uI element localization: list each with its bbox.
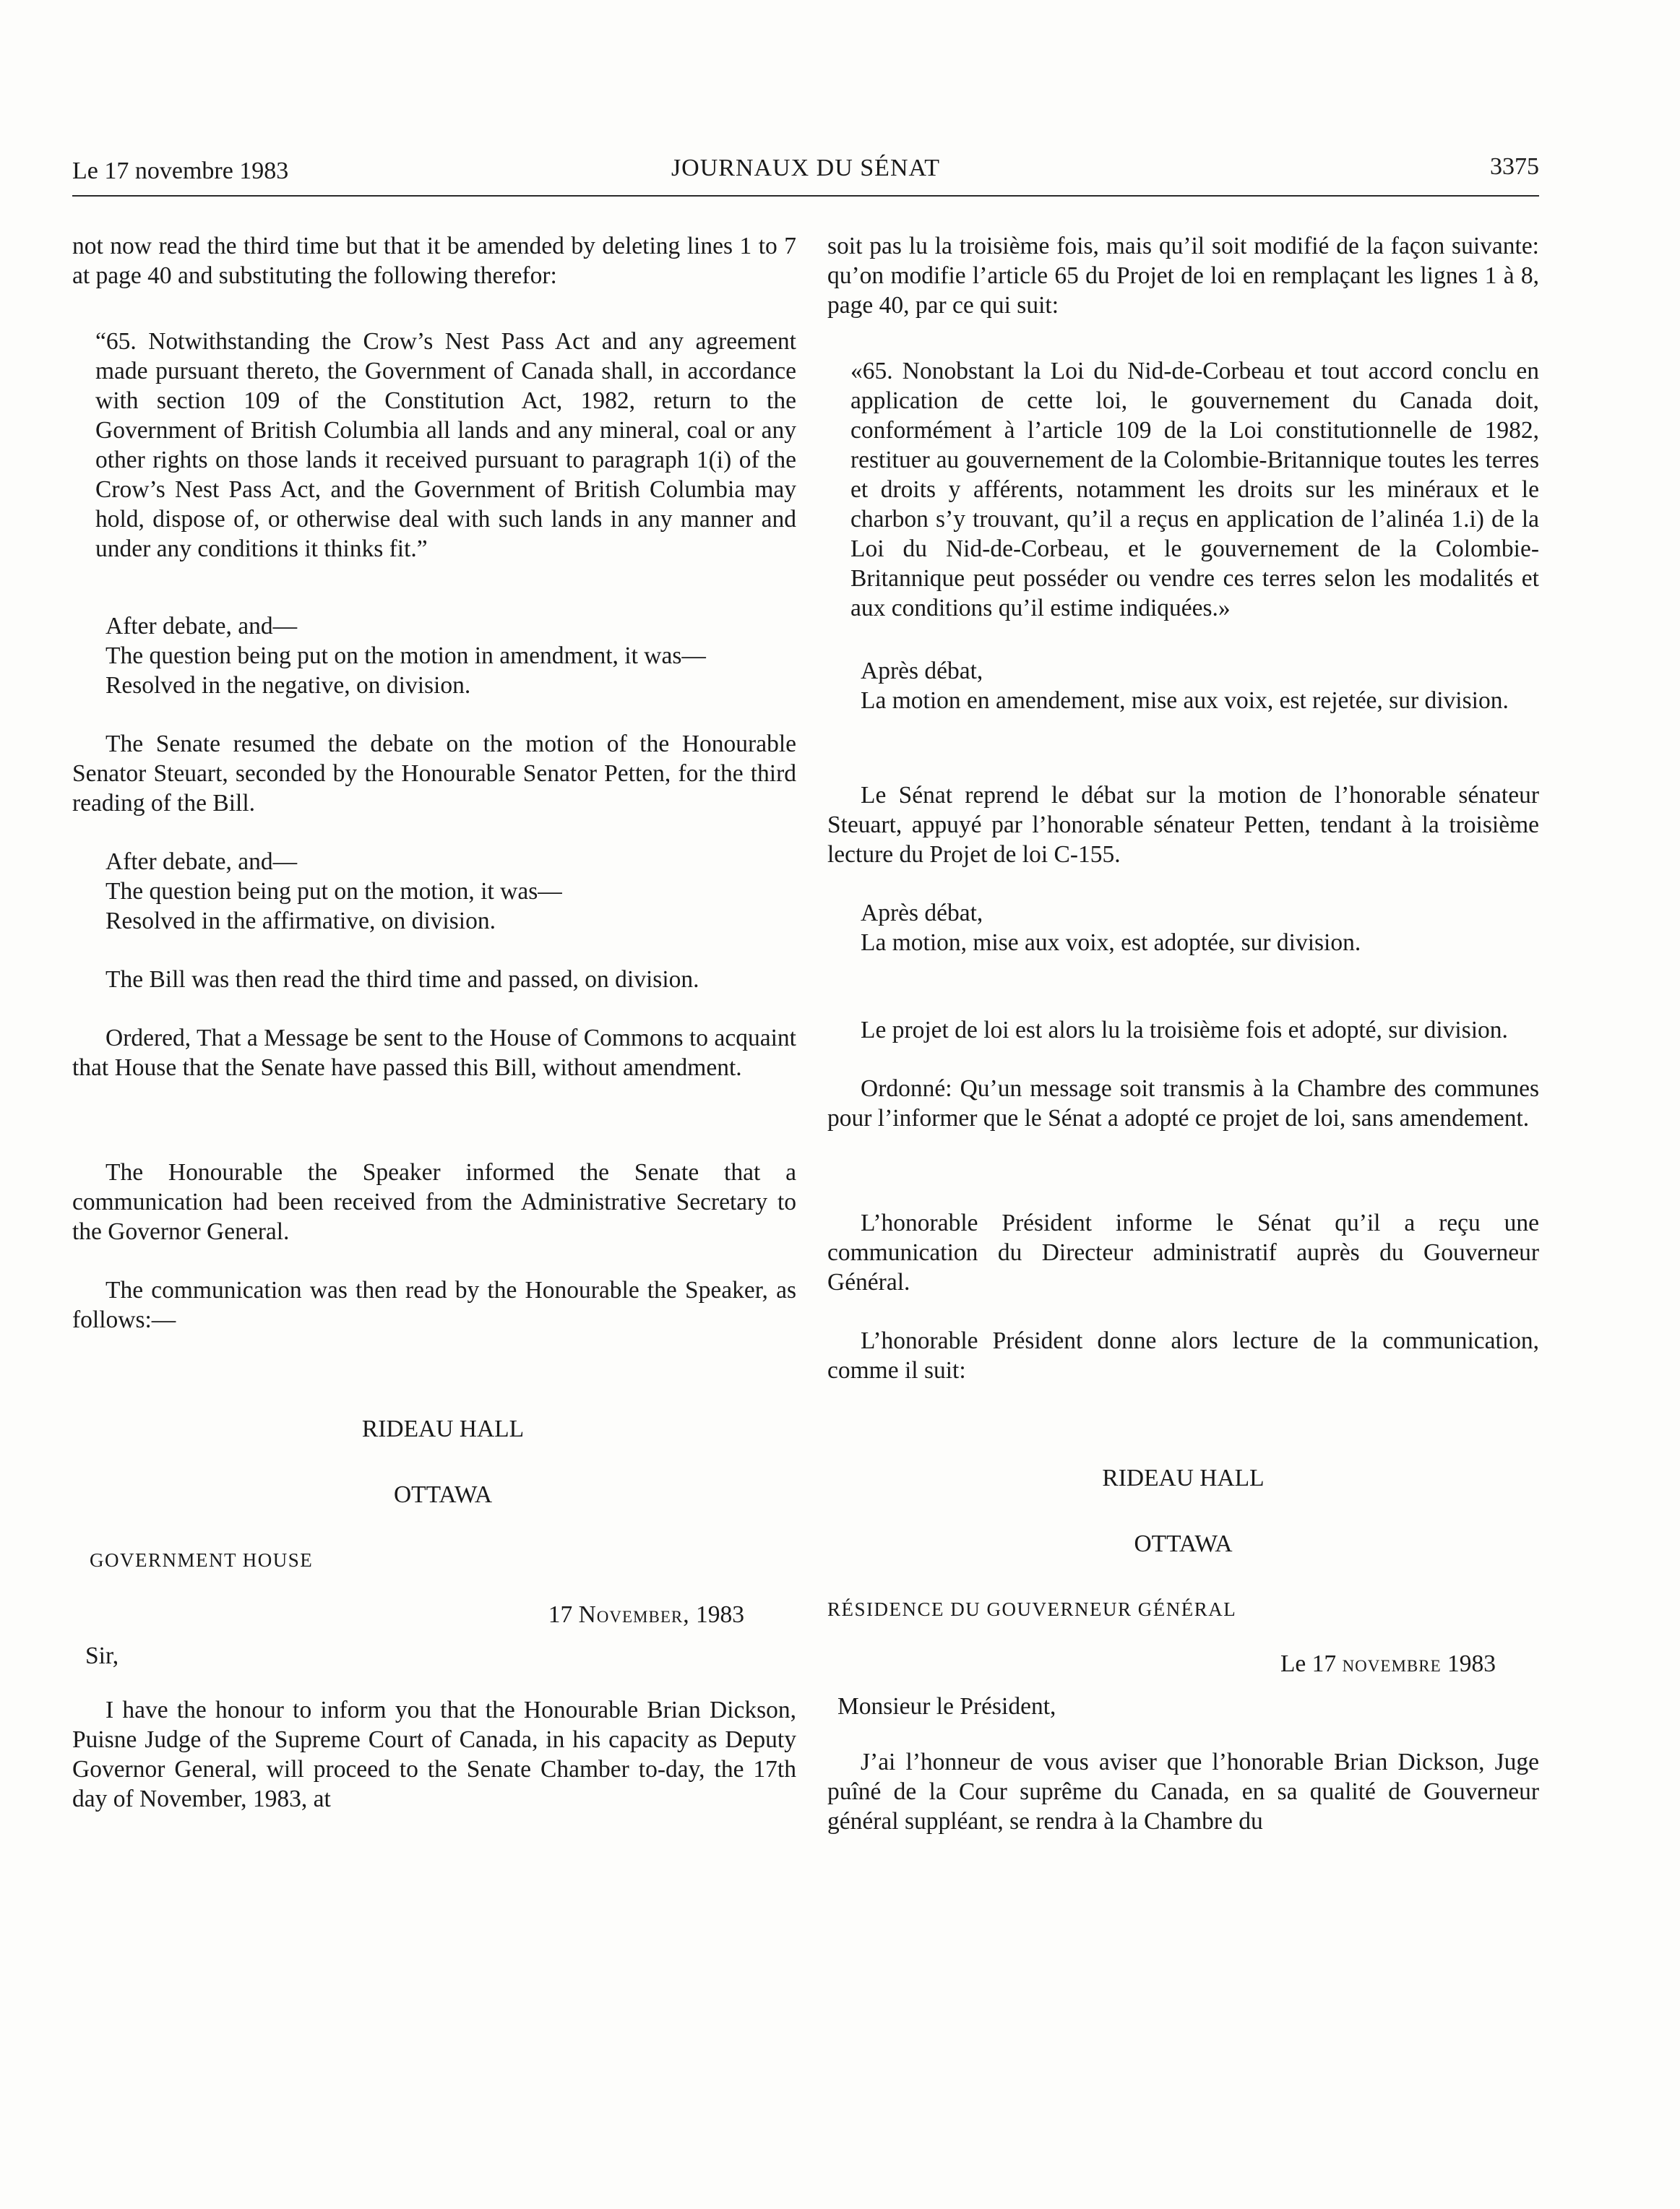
en-letter-date-day: 17 bbox=[548, 1601, 573, 1628]
en-quoted-amendment: “65. Notwithstanding the Crow’s Nest Pass Act and any agreement made pursuant thereto, the Government of Canada shall, in accordance with section 109 of the Constitution Act, 1982, return to the Government of British Columbia all lands and any mineral, coal or any other rights on those lands it received pursuant to paragraph 1(i) of the Crow’s Nest Pass Act, and the Government of British Columbia may hold, dispose of, or otherwise deal with such lands in any manner and under any conditions it thinks fit.” bbox=[95, 328, 796, 562]
french-column bbox=[827, 231, 1539, 1836]
en-speaker-informed: The Honourable the Speaker informed the Senate that a communication had been received from the Administrative Secretary to the Governor General. bbox=[72, 1159, 796, 1245]
fr-place-ottawa: OTTAWA bbox=[1134, 1530, 1233, 1557]
fr-ordered: Ordonné: Qu’un message soit transmis à la Chambre des communes pour l’informer que le Sénat a adopté ce projet de loi, sans amendement. bbox=[827, 1075, 1539, 1132]
fr-letter-date bbox=[827, 1649, 1539, 1679]
en-letter-date bbox=[72, 1600, 796, 1629]
english-column bbox=[72, 231, 796, 1814]
fr-letter-date-prefix: Le 17 bbox=[1280, 1650, 1337, 1677]
fr-motion-1: La motion en amendement, mise aux voix, est rejetée, sur division. bbox=[861, 687, 1509, 714]
en-after-debate-2: After debate, and— bbox=[105, 848, 298, 875]
en-paragraph-continuation: not now read the third time but that it be amended by deleting lines 1 to 7 at page 40 and substituting the following therefor: bbox=[72, 233, 796, 289]
header-date: Le 17 novembre 1983 bbox=[72, 158, 289, 184]
en-ordered: Ordered, That a Message be sent to the House of Commons to acquaint that House that the Senate have passed this Bill, without amendment. bbox=[72, 1025, 796, 1081]
fr-motion-2: La motion, mise aux voix, est adoptée, sur division. bbox=[861, 929, 1361, 956]
en-resolved-1: Resolved in the negative, on division. bbox=[105, 672, 471, 699]
fr-salutation: Monsieur le Président, bbox=[837, 1693, 1056, 1720]
en-question-1: The question being put on the motion in amendment, it was— bbox=[105, 642, 706, 669]
en-communication-read: The communication was then read by the Honourable the Speaker, as follows:— bbox=[72, 1277, 796, 1333]
en-letter-body: I have the honour to inform you that the Honourable Brian Dickson, Puisne Judge of the Supreme Court of Canada, in his capacity as Deputy Governor General, will proceed to the Senate Chamber to-day, the 17th day of November, 1983, at bbox=[72, 1697, 796, 1812]
en-letter-date-month: November, bbox=[578, 1601, 690, 1628]
en-question-2: The question being put on the motion, it was— bbox=[105, 878, 562, 905]
en-place-rideau-hall: RIDEAU HALL bbox=[361, 1416, 525, 1442]
fr-letter-date-year: 1983 bbox=[1447, 1650, 1496, 1677]
page-number: 3375 bbox=[1490, 153, 1539, 180]
page-header bbox=[72, 153, 1539, 197]
fr-after-debate-1: Après débat, bbox=[861, 658, 983, 684]
en-senate-resumed: The Senate resumed the debate on the motion of the Honourable Senator Steuart, seconded by the Honourable Senator Petten, for the third reading of the Bill. bbox=[72, 731, 796, 817]
en-after-debate-1: After debate, and— bbox=[105, 613, 298, 640]
en-letter-date-year: 1983 bbox=[696, 1601, 744, 1628]
fr-after-debate-2: Après débat, bbox=[861, 900, 983, 926]
fr-senate-resumed: Le Sénat reprend le débat sur la motion de l’honorable sénateur Steuart, appuyé par l’honorable sénateur Petten, tendant à la troisième lecture du Projet de loi C-155. bbox=[827, 782, 1539, 868]
en-salutation: Sir, bbox=[85, 1642, 119, 1669]
fr-paragraph-continuation: soit pas lu la troisième fois, mais qu’il soit modifié de la façon suivante: qu’on modifie l’article 65 du Projet de loi en remplaçant les lignes 1 à 8, page 40, par ce qui suit: bbox=[827, 233, 1539, 319]
en-place-ottawa: OTTAWA bbox=[393, 1481, 493, 1508]
fr-residence: RÉSIDENCE DU GOUVERNEUR GÉNÉRAL bbox=[827, 1598, 1237, 1620]
fr-bill-passed: Le projet de loi est alors lu la troisième fois et adopté, sur division. bbox=[861, 1017, 1508, 1043]
fr-letter-date-month: novembre bbox=[1342, 1650, 1442, 1677]
fr-letter-body: J’ai l’honneur de vous aviser que l’honorable Brian Dickson, Juge puîné de la Cour suprême du Canada, en sa qualité de Gouverneur général suppléant, se rendra à la Chambre du bbox=[827, 1749, 1539, 1835]
en-resolved-2: Resolved in the affirmative, on division. bbox=[105, 908, 496, 934]
fr-quoted-amendment: «65. Nonobstant la Loi du Nid-de-Corbeau et tout accord conclu en application de cette loi, le gouvernement du Canada doit, conformément à l’article 109 de la Loi constitutionnelle de 1982, restituer au gouvernement de la Colombie-Britannique toutes les terres et droits y afférents, notamment les droits sur les minéraux et le charbon s’y trouvant, qu’il a reçus en application de l’alinéa 1.i) de la Loi du Nid-de-Corbeau, et le gouvernement de la Colombie-Britannique peut posséder ou vendre ces terres selon les modalités et aux conditions qu’il estime indiquées.» bbox=[850, 358, 1539, 621]
en-government-house: GOVERNMENT HOUSE bbox=[90, 1549, 314, 1571]
fr-place-rideau-hall: RIDEAU HALL bbox=[1102, 1465, 1265, 1491]
fr-communication-read: L’honorable Président donne alors lecture de la communication, comme il suit: bbox=[827, 1327, 1539, 1384]
en-bill-passed: The Bill was then read the third time and passed, on division. bbox=[105, 966, 699, 993]
fr-speaker-informed: L’honorable Président informe le Sénat qu’il a reçu une communication du Directeur administratif auprès du Gouverneur Général. bbox=[827, 1210, 1539, 1296]
header-title: JOURNAUX DU SÉNAT bbox=[671, 155, 941, 181]
